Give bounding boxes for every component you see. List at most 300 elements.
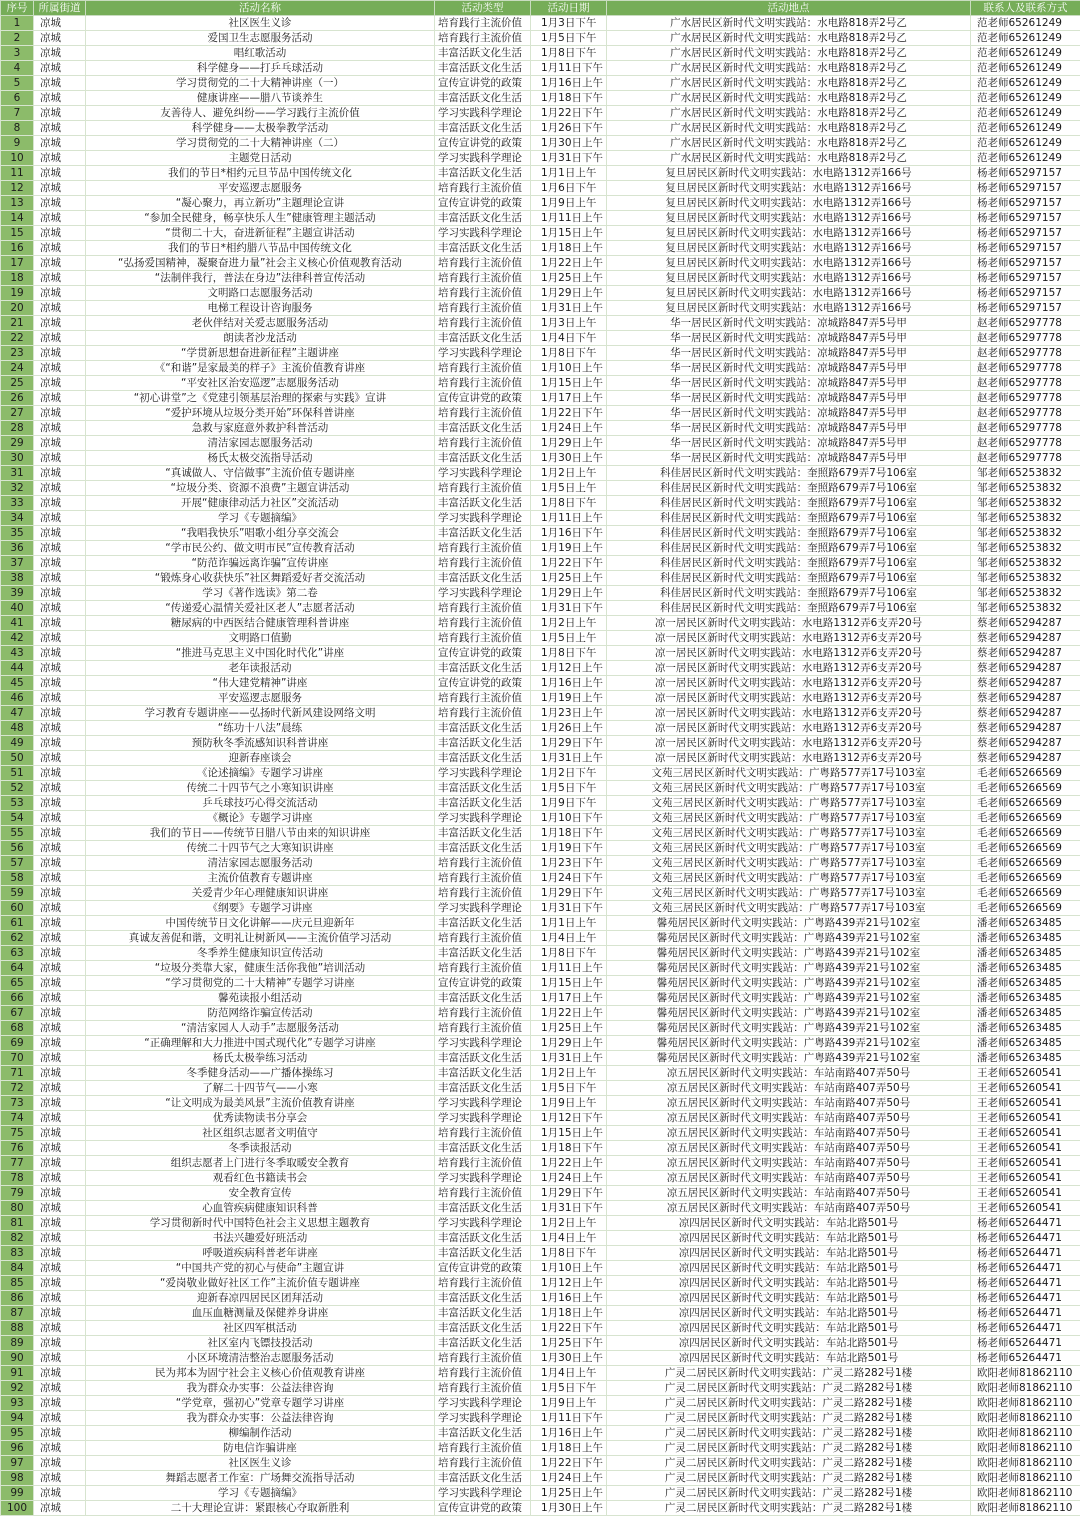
cell-activity-type: 培育践行主流价值 [435,1276,531,1291]
cell-contact: 赵老师65297778 [971,406,1080,421]
cell-activity-location: 馨苑居民区新时代文明实践站：广粤路439弄21号102室 [607,991,971,1006]
cell-street: 凉城 [34,1021,86,1036]
cell-contact: 潘老师65263485 [971,1021,1080,1036]
cell-street: 凉城 [34,256,86,271]
cell-activity-location: 凉一居民区新时代文明实践站：水电路1312弄6支弄20号 [607,646,971,661]
cell-activity-date: 1月5日上午 [531,631,607,646]
cell-activity-location: 馨苑居民区新时代文明实践站：广粤路439弄21号102室 [607,1021,971,1036]
cell-activity-date: 1月16日上午 [531,676,607,691]
cell-street: 凉城 [34,181,86,196]
cell-index: 79 [1,1186,34,1201]
cell-street: 凉城 [34,1456,86,1471]
cell-index: 28 [1,421,34,436]
cell-index: 70 [1,1051,34,1066]
cell-activity-date: 1月22日上午 [531,1156,607,1171]
cell-activity-name: “真诚做人、守信做事”主流价值专题讲座 [86,466,435,481]
cell-activity-type: 丰富活跃文化生活 [435,241,531,256]
cell-activity-date: 1月24日上午 [531,1171,607,1186]
cell-activity-name: 呼吸道疾病科普老年讲座 [86,1246,435,1261]
cell-contact: 杨老师65297157 [971,286,1080,301]
header-activity-location: 活动地点 [607,1,971,16]
cell-street: 凉城 [34,1141,86,1156]
table-row [1,946,1080,961]
cell-index: 76 [1,1141,34,1156]
table-row [1,1426,1080,1441]
cell-contact: 杨老师65264471 [971,1306,1080,1321]
cell-activity-date: 1月8日下午 [531,496,607,511]
cell-activity-name: 迎新春座谈会 [86,751,435,766]
cell-activity-location: 凉五居民区新时代文明实践站：车站南路407弄50号 [607,1141,971,1156]
cell-activity-date: 1月29日上午 [531,436,607,451]
cell-street: 凉城 [34,1036,86,1051]
table-row [1,916,1080,931]
cell-street: 凉城 [34,1051,86,1066]
cell-activity-date: 1月15日上午 [531,1126,607,1141]
table-row [1,76,1080,91]
cell-activity-name: “法制伴我行，普法在身边”法律科普宣传活动 [86,271,435,286]
cell-activity-type: 丰富活跃文化生活 [435,781,531,796]
cell-index: 6 [1,91,34,106]
table-row [1,1486,1080,1501]
cell-contact: 赵老师65297778 [971,451,1080,466]
cell-contact: 潘老师65263485 [971,976,1080,991]
cell-activity-type: 培育践行主流价值 [435,886,531,901]
table-row [1,1081,1080,1096]
cell-activity-type: 学习实践科学理论 [435,511,531,526]
cell-index: 90 [1,1351,34,1366]
table-row [1,901,1080,916]
cell-index: 20 [1,301,34,316]
cell-index: 100 [1,1501,34,1516]
table-row [1,646,1080,661]
cell-activity-date: 1月8日下午 [531,1246,607,1261]
cell-activity-location: 凉一居民区新时代文明实践站：水电路1312弄6支弄20号 [607,676,971,691]
table-row [1,436,1080,451]
cell-street: 凉城 [34,721,86,736]
cell-activity-name: 了解二十四节气——小寒 [86,1081,435,1096]
cell-activity-name: “推进马克思主义中国化时代化”讲座 [86,646,435,661]
cell-index: 17 [1,256,34,271]
table-row [1,1201,1080,1216]
cell-contact: 蔡老师65294287 [971,751,1080,766]
cell-activity-location: 华一居民区新时代文明实践站：凉城路847弄5号甲 [607,406,971,421]
cell-contact: 范老师65261249 [971,31,1080,46]
cell-activity-date: 1月5日上午 [531,481,607,496]
cell-street: 凉城 [34,1186,86,1201]
cell-street: 凉城 [34,631,86,646]
cell-index: 29 [1,436,34,451]
cell-activity-name: 清洁家园志愿服务活动 [86,856,435,871]
cell-activity-type: 培育践行主流价值 [435,541,531,556]
cell-activity-date: 1月12日上午 [531,661,607,676]
cell-street: 凉城 [34,271,86,286]
cell-activity-location: 复旦居民区新时代文明实践站：水电路1312弄166号 [607,256,971,271]
table-row [1,1036,1080,1051]
table-row [1,61,1080,76]
cell-activity-name: 《“和谐”是家最美的样子》主流价值教育讲座 [86,361,435,376]
cell-contact: 范老师65261249 [971,76,1080,91]
cell-index: 91 [1,1366,34,1381]
cell-activity-location: 文苑三居民区新时代文明实践站：广粤路577弄17号103室 [607,871,971,886]
cell-activity-type: 宣传宣讲党的政策 [435,76,531,91]
cell-street: 凉城 [34,421,86,436]
cell-activity-date: 1月2日上午 [531,1216,607,1231]
cell-index: 82 [1,1231,34,1246]
cell-street: 凉城 [34,466,86,481]
cell-contact: 毛老师65266569 [971,856,1080,871]
cell-contact: 王老师65260541 [971,1186,1080,1201]
cell-activity-location: 广灵二居民区新时代文明实践站：广灵二路282号1楼 [607,1471,971,1486]
cell-activity-name: “学贯新思想奋进新征程”主题讲座 [86,346,435,361]
cell-activity-date: 1月9日下午 [531,796,607,811]
cell-activity-type: 培育践行主流价值 [435,1381,531,1396]
cell-activity-type: 培育践行主流价值 [435,601,531,616]
cell-activity-name: 社区医生义诊 [86,1456,435,1471]
cell-activity-date: 1月25日上午 [531,1021,607,1036]
cell-activity-name: 冬季健身活动——广播体操练习 [86,1066,435,1081]
cell-activity-name: 学习贯彻党的二十大精神讲座（一） [86,76,435,91]
table-row [1,691,1080,706]
cell-index: 27 [1,406,34,421]
cell-index: 65 [1,976,34,991]
cell-activity-date: 1月5日下午 [531,1381,607,1396]
cell-street: 凉城 [34,391,86,406]
cell-activity-name: “正确理解和大力推进中国式现代化”专题学习讲座 [86,1036,435,1051]
cell-activity-date: 1月24日上午 [531,421,607,436]
cell-activity-date: 1月10日上午 [531,1261,607,1276]
cell-activity-date: 1月29日上午 [531,586,607,601]
cell-activity-type: 丰富活跃文化生活 [435,1471,531,1486]
table-row [1,1111,1080,1126]
cell-contact: 邹老师65253832 [971,556,1080,571]
cell-street: 凉城 [34,1426,86,1441]
cell-contact: 蔡老师65294287 [971,646,1080,661]
cell-contact: 欧阳老师81862110 [971,1366,1080,1381]
cell-street: 凉城 [34,226,86,241]
cell-index: 50 [1,751,34,766]
cell-index: 48 [1,721,34,736]
cell-index: 61 [1,916,34,931]
cell-index: 1 [1,16,34,31]
cell-activity-type: 丰富活跃文化生活 [435,1426,531,1441]
cell-activity-name: 防电信诈骗讲座 [86,1441,435,1456]
cell-contact: 杨老师65297157 [971,196,1080,211]
table-row [1,1066,1080,1081]
cell-activity-date: 1月18日上午 [531,1441,607,1456]
table-row [1,676,1080,691]
cell-contact: 欧阳老师81862110 [971,1381,1080,1396]
cell-activity-location: 凉五居民区新时代文明实践站：车站南路407弄50号 [607,1171,971,1186]
cell-index: 2 [1,31,34,46]
cell-activity-location: 广水居民区新时代文明实践站：水电路818弄2号乙 [607,61,971,76]
cell-activity-date: 1月25日上午 [531,1486,607,1501]
cell-activity-date: 1月2日下午 [531,766,607,781]
cell-activity-location: 复旦居民区新时代文明实践站：水电路1312弄166号 [607,286,971,301]
cell-activity-type: 丰富活跃文化生活 [435,211,531,226]
cell-activity-type: 培育践行主流价值 [435,1456,531,1471]
cell-index: 75 [1,1126,34,1141]
table-row [1,1006,1080,1021]
cell-contact: 潘老师65263485 [971,931,1080,946]
cell-contact: 杨老师65264471 [971,1261,1080,1276]
cell-activity-type: 丰富活跃文化生活 [435,796,531,811]
cell-street: 凉城 [34,106,86,121]
cell-activity-name: 开展“健康律动活力社区”交流活动 [86,496,435,511]
cell-activity-location: 华一居民区新时代文明实践站：凉城路847弄5号甲 [607,451,971,466]
cell-index: 60 [1,901,34,916]
cell-index: 42 [1,631,34,646]
cell-street: 凉城 [34,901,86,916]
cell-activity-location: 凉一居民区新时代文明实践站：水电路1312弄6支弄20号 [607,736,971,751]
cell-activity-name: “伟大建党精神”讲座 [86,676,435,691]
cell-activity-type: 培育践行主流价值 [435,616,531,631]
cell-activity-date: 1月19日上午 [531,541,607,556]
table-row [1,706,1080,721]
cell-index: 4 [1,61,34,76]
cell-activity-type: 培育践行主流价值 [435,376,531,391]
cell-street: 凉城 [34,571,86,586]
cell-activity-type: 培育践行主流价值 [435,286,531,301]
table-row [1,811,1080,826]
cell-activity-location: 广水居民区新时代文明实践站：水电路818弄2号乙 [607,91,971,106]
cell-contact: 邹老师65253832 [971,601,1080,616]
table-row [1,931,1080,946]
cell-activity-date: 1月11日上午 [531,511,607,526]
cell-contact: 王老师65260541 [971,1111,1080,1126]
cell-activity-location: 科佳居民区新时代文明实践站：奎照路679弄7号106室 [607,496,971,511]
cell-activity-name: “凝心聚力，再立新功”主题理论宣讲 [86,196,435,211]
cell-street: 凉城 [34,1276,86,1291]
cell-activity-location: 文苑三居民区新时代文明实践站：广粤路577弄17号103室 [607,766,971,781]
cell-contact: 杨老师65264471 [971,1291,1080,1306]
table-row [1,631,1080,646]
cell-index: 86 [1,1291,34,1306]
cell-index: 57 [1,856,34,871]
cell-contact: 蔡老师65294287 [971,691,1080,706]
cell-activity-type: 培育践行主流价值 [435,691,531,706]
cell-activity-location: 文苑三居民区新时代文明实践站：广粤路577弄17号103室 [607,781,971,796]
cell-contact: 杨老师65264471 [971,1276,1080,1291]
table-row [1,271,1080,286]
cell-contact: 蔡老师65294287 [971,661,1080,676]
cell-activity-location: 科佳居民区新时代文明实践站：奎照路679弄7号106室 [607,586,971,601]
cell-contact: 杨老师65297157 [971,241,1080,256]
cell-activity-name: 社区医生义诊 [86,16,435,31]
table-row [1,781,1080,796]
cell-activity-location: 凉五居民区新时代文明实践站：车站南路407弄50号 [607,1201,971,1216]
cell-contact: 邹老师65253832 [971,586,1080,601]
cell-index: 32 [1,481,34,496]
table-row [1,541,1080,556]
cell-contact: 赵老师65297778 [971,436,1080,451]
cell-index: 26 [1,391,34,406]
table-row [1,511,1080,526]
cell-index: 19 [1,286,34,301]
cell-activity-location: 复旦居民区新时代文明实践站：水电路1312弄166号 [607,271,971,286]
cell-activity-type: 培育践行主流价值 [435,961,531,976]
cell-activity-location: 凉五居民区新时代文明实践站：车站南路407弄50号 [607,1066,971,1081]
cell-activity-type: 培育践行主流价值 [435,706,531,721]
cell-activity-date: 1月6日下午 [531,181,607,196]
table-row [1,1096,1080,1111]
table-row [1,421,1080,436]
cell-activity-location: 凉一居民区新时代文明实践站：水电路1312弄6支弄20号 [607,631,971,646]
cell-activity-name: 学习教育专题讲座——弘扬时代新风建设网络文明 [86,706,435,721]
cell-index: 72 [1,1081,34,1096]
header-index: 序号 [1,1,34,16]
cell-index: 8 [1,121,34,136]
table-row [1,841,1080,856]
cell-street: 凉城 [34,766,86,781]
cell-contact: 王老师65260541 [971,1126,1080,1141]
cell-activity-location: 凉四居民区新时代文明实践站：车站北路501号 [607,1246,971,1261]
cell-activity-name: 我为群众办实事：公益法律咨询 [86,1411,435,1426]
cell-activity-name: 科学健身——太极拳教学活动 [86,121,435,136]
cell-street: 凉城 [34,481,86,496]
cell-activity-name: 杨氏太极交流指导活动 [86,451,435,466]
table-row [1,886,1080,901]
cell-activity-type: 学习实践科学理论 [435,466,531,481]
cell-activity-date: 1月19日上午 [531,691,607,706]
cell-index: 49 [1,736,34,751]
cell-street: 凉城 [34,91,86,106]
cell-street: 凉城 [34,931,86,946]
table-row [1,1216,1080,1231]
cell-activity-name: 清洁家园志愿服务活动 [86,436,435,451]
cell-index: 30 [1,451,34,466]
cell-index: 96 [1,1441,34,1456]
cell-activity-location: 文苑三居民区新时代文明实践站：广粤路577弄17号103室 [607,811,971,826]
cell-activity-name: “防范诈骗远离诈骗”宣传讲座 [86,556,435,571]
table-row [1,1381,1080,1396]
cell-index: 37 [1,556,34,571]
table-row [1,721,1080,736]
cell-index: 5 [1,76,34,91]
cell-activity-type: 学习实践科学理论 [435,1396,531,1411]
table-row [1,316,1080,331]
cell-activity-type: 丰富活跃文化生活 [435,736,531,751]
cell-activity-type: 丰富活跃文化生活 [435,526,531,541]
cell-activity-name: 社区四军棋活动 [86,1321,435,1336]
cell-contact: 赵老师65297778 [971,376,1080,391]
cell-index: 31 [1,466,34,481]
cell-activity-type: 丰富活跃文化生活 [435,571,531,586]
table-row [1,991,1080,1006]
cell-index: 89 [1,1336,34,1351]
cell-activity-name: 糖尿病的中西医结合健康管理科普讲座 [86,616,435,631]
cell-activity-location: 凉一居民区新时代文明实践站：水电路1312弄6支弄20号 [607,661,971,676]
cell-street: 凉城 [34,961,86,976]
cell-activity-type: 培育践行主流价值 [435,271,531,286]
cell-activity-name: 主题党日活动 [86,151,435,166]
cell-activity-location: 文苑三居民区新时代文明实践站：广粤路577弄17号103室 [607,901,971,916]
cell-street: 凉城 [34,886,86,901]
cell-activity-type: 学习实践科学理论 [435,1111,531,1126]
cell-activity-location: 科佳居民区新时代文明实践站：奎照路679弄7号106室 [607,601,971,616]
table-row [1,856,1080,871]
table-row [1,1051,1080,1066]
cell-contact: 潘老师65263485 [971,1006,1080,1021]
cell-index: 58 [1,871,34,886]
cell-street: 凉城 [34,301,86,316]
cell-activity-location: 凉四居民区新时代文明实践站：车站北路501号 [607,1231,971,1246]
cell-activity-date: 1月31日下午 [531,901,607,916]
cell-activity-date: 1月5日下午 [531,1081,607,1096]
cell-activity-type: 宣传宣讲党的政策 [435,196,531,211]
cell-activity-date: 1月31日上午 [531,1051,607,1066]
cell-index: 9 [1,136,34,151]
cell-activity-location: 广灵二居民区新时代文明实践站：广灵二路282号1楼 [607,1501,971,1516]
header-row [1,1,1080,16]
cell-activity-type: 培育践行主流价值 [435,301,531,316]
cell-activity-date: 1月29日上午 [531,286,607,301]
cell-activity-type: 培育践行主流价值 [435,16,531,31]
cell-activity-type: 培育践行主流价值 [435,1006,531,1021]
cell-activity-location: 文苑三居民区新时代文明实践站：广粤路577弄17号103室 [607,826,971,841]
cell-activity-name: “学市民公约、做文明市民”宣传教育活动 [86,541,435,556]
cell-street: 凉城 [34,1261,86,1276]
cell-contact: 毛老师65266569 [971,781,1080,796]
cell-activity-name: 唱红歌活动 [86,46,435,61]
cell-activity-location: 复旦居民区新时代文明实践站：水电路1312弄166号 [607,196,971,211]
cell-contact: 欧阳老师81862110 [971,1471,1080,1486]
cell-index: 23 [1,346,34,361]
table-row [1,136,1080,151]
cell-activity-date: 1月18日下午 [531,91,607,106]
header-street: 所属街道 [34,1,86,16]
cell-activity-date: 1月11日下午 [531,61,607,76]
cell-index: 11 [1,166,34,181]
table-row [1,1471,1080,1486]
cell-activity-location: 广灵二居民区新时代文明实践站：广灵二路282号1楼 [607,1381,971,1396]
cell-index: 46 [1,691,34,706]
cell-activity-date: 1月31日下午 [531,151,607,166]
cell-activity-location: 广水居民区新时代文明实践站：水电路818弄2号乙 [607,31,971,46]
cell-activity-name: 老年读报活动 [86,661,435,676]
cell-activity-type: 培育践行主流价值 [435,31,531,46]
cell-activity-date: 1月5日下午 [531,781,607,796]
cell-activity-name: “学党章，强初心”党章专题学习讲座 [86,1396,435,1411]
cell-contact: 潘老师65263485 [971,1051,1080,1066]
cell-activity-type: 培育践行主流价值 [435,1186,531,1201]
cell-activity-location: 文苑三居民区新时代文明实践站：广粤路577弄17号103室 [607,796,971,811]
cell-activity-name: 舞蹈志愿者工作室：广场舞交流指导活动 [86,1471,435,1486]
table-row [1,391,1080,406]
cell-activity-location: 科佳居民区新时代文明实践站：奎照路679弄7号106室 [607,526,971,541]
cell-index: 55 [1,826,34,841]
table-header [1,1,1080,16]
cell-activity-date: 1月31日上午 [531,301,607,316]
cell-street: 凉城 [34,556,86,571]
table-row [1,796,1080,811]
cell-index: 40 [1,601,34,616]
cell-activity-name: 优秀读物读书分享会 [86,1111,435,1126]
cell-index: 64 [1,961,34,976]
table-row [1,196,1080,211]
cell-street: 凉城 [34,691,86,706]
cell-street: 凉城 [34,1501,86,1516]
cell-activity-location: 广水居民区新时代文明实践站：水电路818弄2号乙 [607,106,971,121]
table-row [1,481,1080,496]
cell-activity-name: 《纲要》专题学习讲座 [86,901,435,916]
table-row [1,961,1080,976]
cell-activity-type: 学习实践科学理论 [435,766,531,781]
cell-activity-location: 馨苑居民区新时代文明实践站：广粤路439弄21号102室 [607,1036,971,1051]
table-row [1,751,1080,766]
cell-activity-date: 1月9日上午 [531,1396,607,1411]
cell-index: 41 [1,616,34,631]
cell-index: 63 [1,946,34,961]
